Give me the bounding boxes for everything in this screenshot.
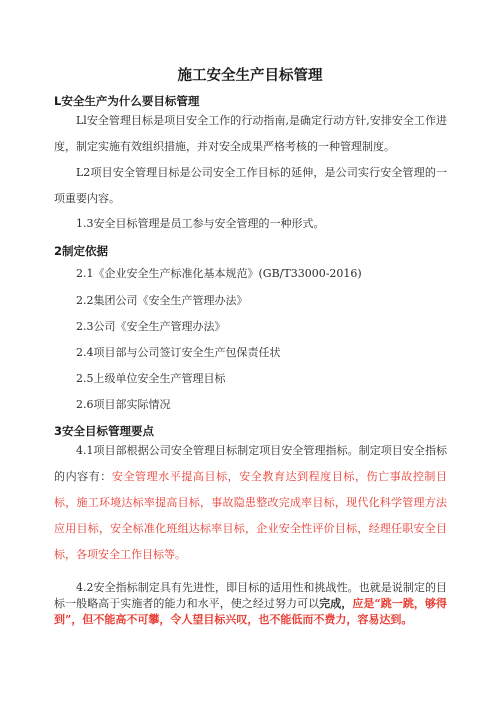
section-heading-2: 2制定依据 — [54, 244, 109, 258]
paragraph-1-3: 1.3安全目标管理是员工参与安全管理的一种形式。 — [76, 217, 325, 230]
document-title: 施工安全生产目标管理 — [177, 68, 323, 84]
basis-item-6: 2.6项目部实际情况 — [76, 398, 171, 411]
paragraph-3-1-highlight: 安全管理水平提高目标，安全教育达到程度目标，伤亡事故控制目标，施工环境达标率提高目标，事故隐患整改完成率目标，现代化科学管理方法应用目标，安全标准化班组达标率目标，企业安全性评价目标，经理任职安全目标，各项安全工作目标等。 — [54, 470, 448, 561]
paragraph-3-2-highlight: 应是“跳一跳，够得到”，但不能高不可攀，令人望目标兴叹，也不能低而不费力，容易达到。 — [54, 597, 448, 626]
paragraph-1-2: L2项目安全管理目标是公司安全工作目标的延伸，是公司实行安全管理的一项重要内容。 — [54, 166, 447, 205]
paragraph-3-2-bold: 完成， — [319, 597, 353, 610]
paragraph-1-1: Ll安全管理目标是项目安全工作的行动指南,是确定行动方针,安排安全工作进度，制定实施有效组织措施，并对安全成果严格考核的一种管理制度。 — [54, 114, 447, 153]
basis-item-2: 2.2集团公司《安全生产管理办法》 — [76, 294, 248, 307]
paragraph-3-1-text: 4.1项目部根据公司安全管理目标制定项目安全管理指标。制定项目安全指标的内容有： — [54, 444, 447, 483]
basis-item-3: 2.3公司《安全生产管理办法》 — [76, 320, 226, 333]
paragraph-3-1 — [54, 438, 447, 568]
section-heading-3: 3安全目标管理要点 — [54, 424, 155, 438]
section-heading-1: L安全生产为什么要目标管理 — [54, 94, 200, 108]
basis-item-5: 2.5上级单位安全生产管理目标 — [76, 372, 226, 385]
paragraph-3-2 — [54, 580, 447, 628]
basis-item-4: 2.4项目部与公司签订安全生产包保责任状 — [76, 346, 281, 359]
paragraph-3-2-text: 4.2安全指标制定具有先进性，即目标的适用性和挑战性。也就是说制定的目标一般略高于实施者的能力和水平，使之经过努力可以 — [54, 581, 447, 610]
basis-item-1: 2.1《企业安全生产标准化基本规范》(GB/T33000-2016) — [76, 267, 362, 280]
